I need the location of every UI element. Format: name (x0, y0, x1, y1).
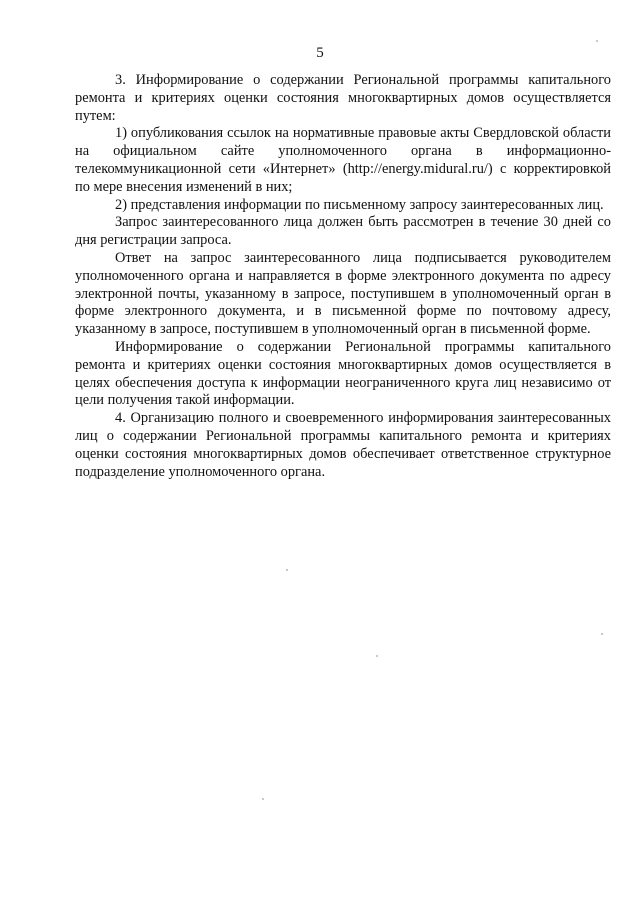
paragraph-section-4-responsibility: 4. Организацию полного и своевременного информирования заинтересованных лиц о содержании Региональной программы капитального ремонта и критериях оценки состояния многоквартирных домов обеспечивает ответственное структурное подразделение уполномоченного органа. (75, 410, 611, 480)
paragraph-item-2-written-request: 2) представления информации по письменному запросу заинтересованных лиц. (115, 196, 604, 213)
paragraph-informing-purpose: Информирование о содержании Региональной программы капитального ремонта и критериях оценки состояния многоквартирных домов осуществляется в целях обеспечения доступа к информации неограниченного круга лиц независимо от цели получения такой информации. (75, 338, 611, 409)
paragraph-section-3-intro: 3. Информирование о содержании Региональной программы капитального ремонта и критериях оценки состояния многоквартирных домов осуществляется путем: (75, 72, 611, 124)
scan-speck (262, 798, 264, 800)
scan-speck (376, 655, 378, 657)
scan-speck (601, 633, 603, 635)
page-number: 5 (316, 45, 324, 61)
scan-speck (286, 569, 288, 571)
paragraph-item-1-publication: 1) опубликования ссылок на нормативные правовые акты Свердловской области на официальном сайте уполномоченного органа в информационно-телекоммуникационной сети «Интернет» (http://energy.midural.ru/) с корректировкой по мере внесения изменений в них; (75, 125, 611, 195)
paragraph-response-procedure: Ответ на запрос заинтересованного лица подписывается руководителем уполномоченного органа и направляется в форме электронного документа по адресу электронной почты, указанному в запросе, поступившем в уполномоченный орган в форме электронного документа, и в письменной форме по почтовому адресу, указанному в запросе, поступившем в уполномоченный орган в письменной форме. (75, 249, 611, 338)
document-body (75, 72, 611, 481)
paragraph-request-review-term: Запрос заинтересованного лица должен быть рассмотрен в течение 30 дней со дня регистрации запроса. (75, 214, 611, 249)
scan-speck (596, 40, 598, 42)
